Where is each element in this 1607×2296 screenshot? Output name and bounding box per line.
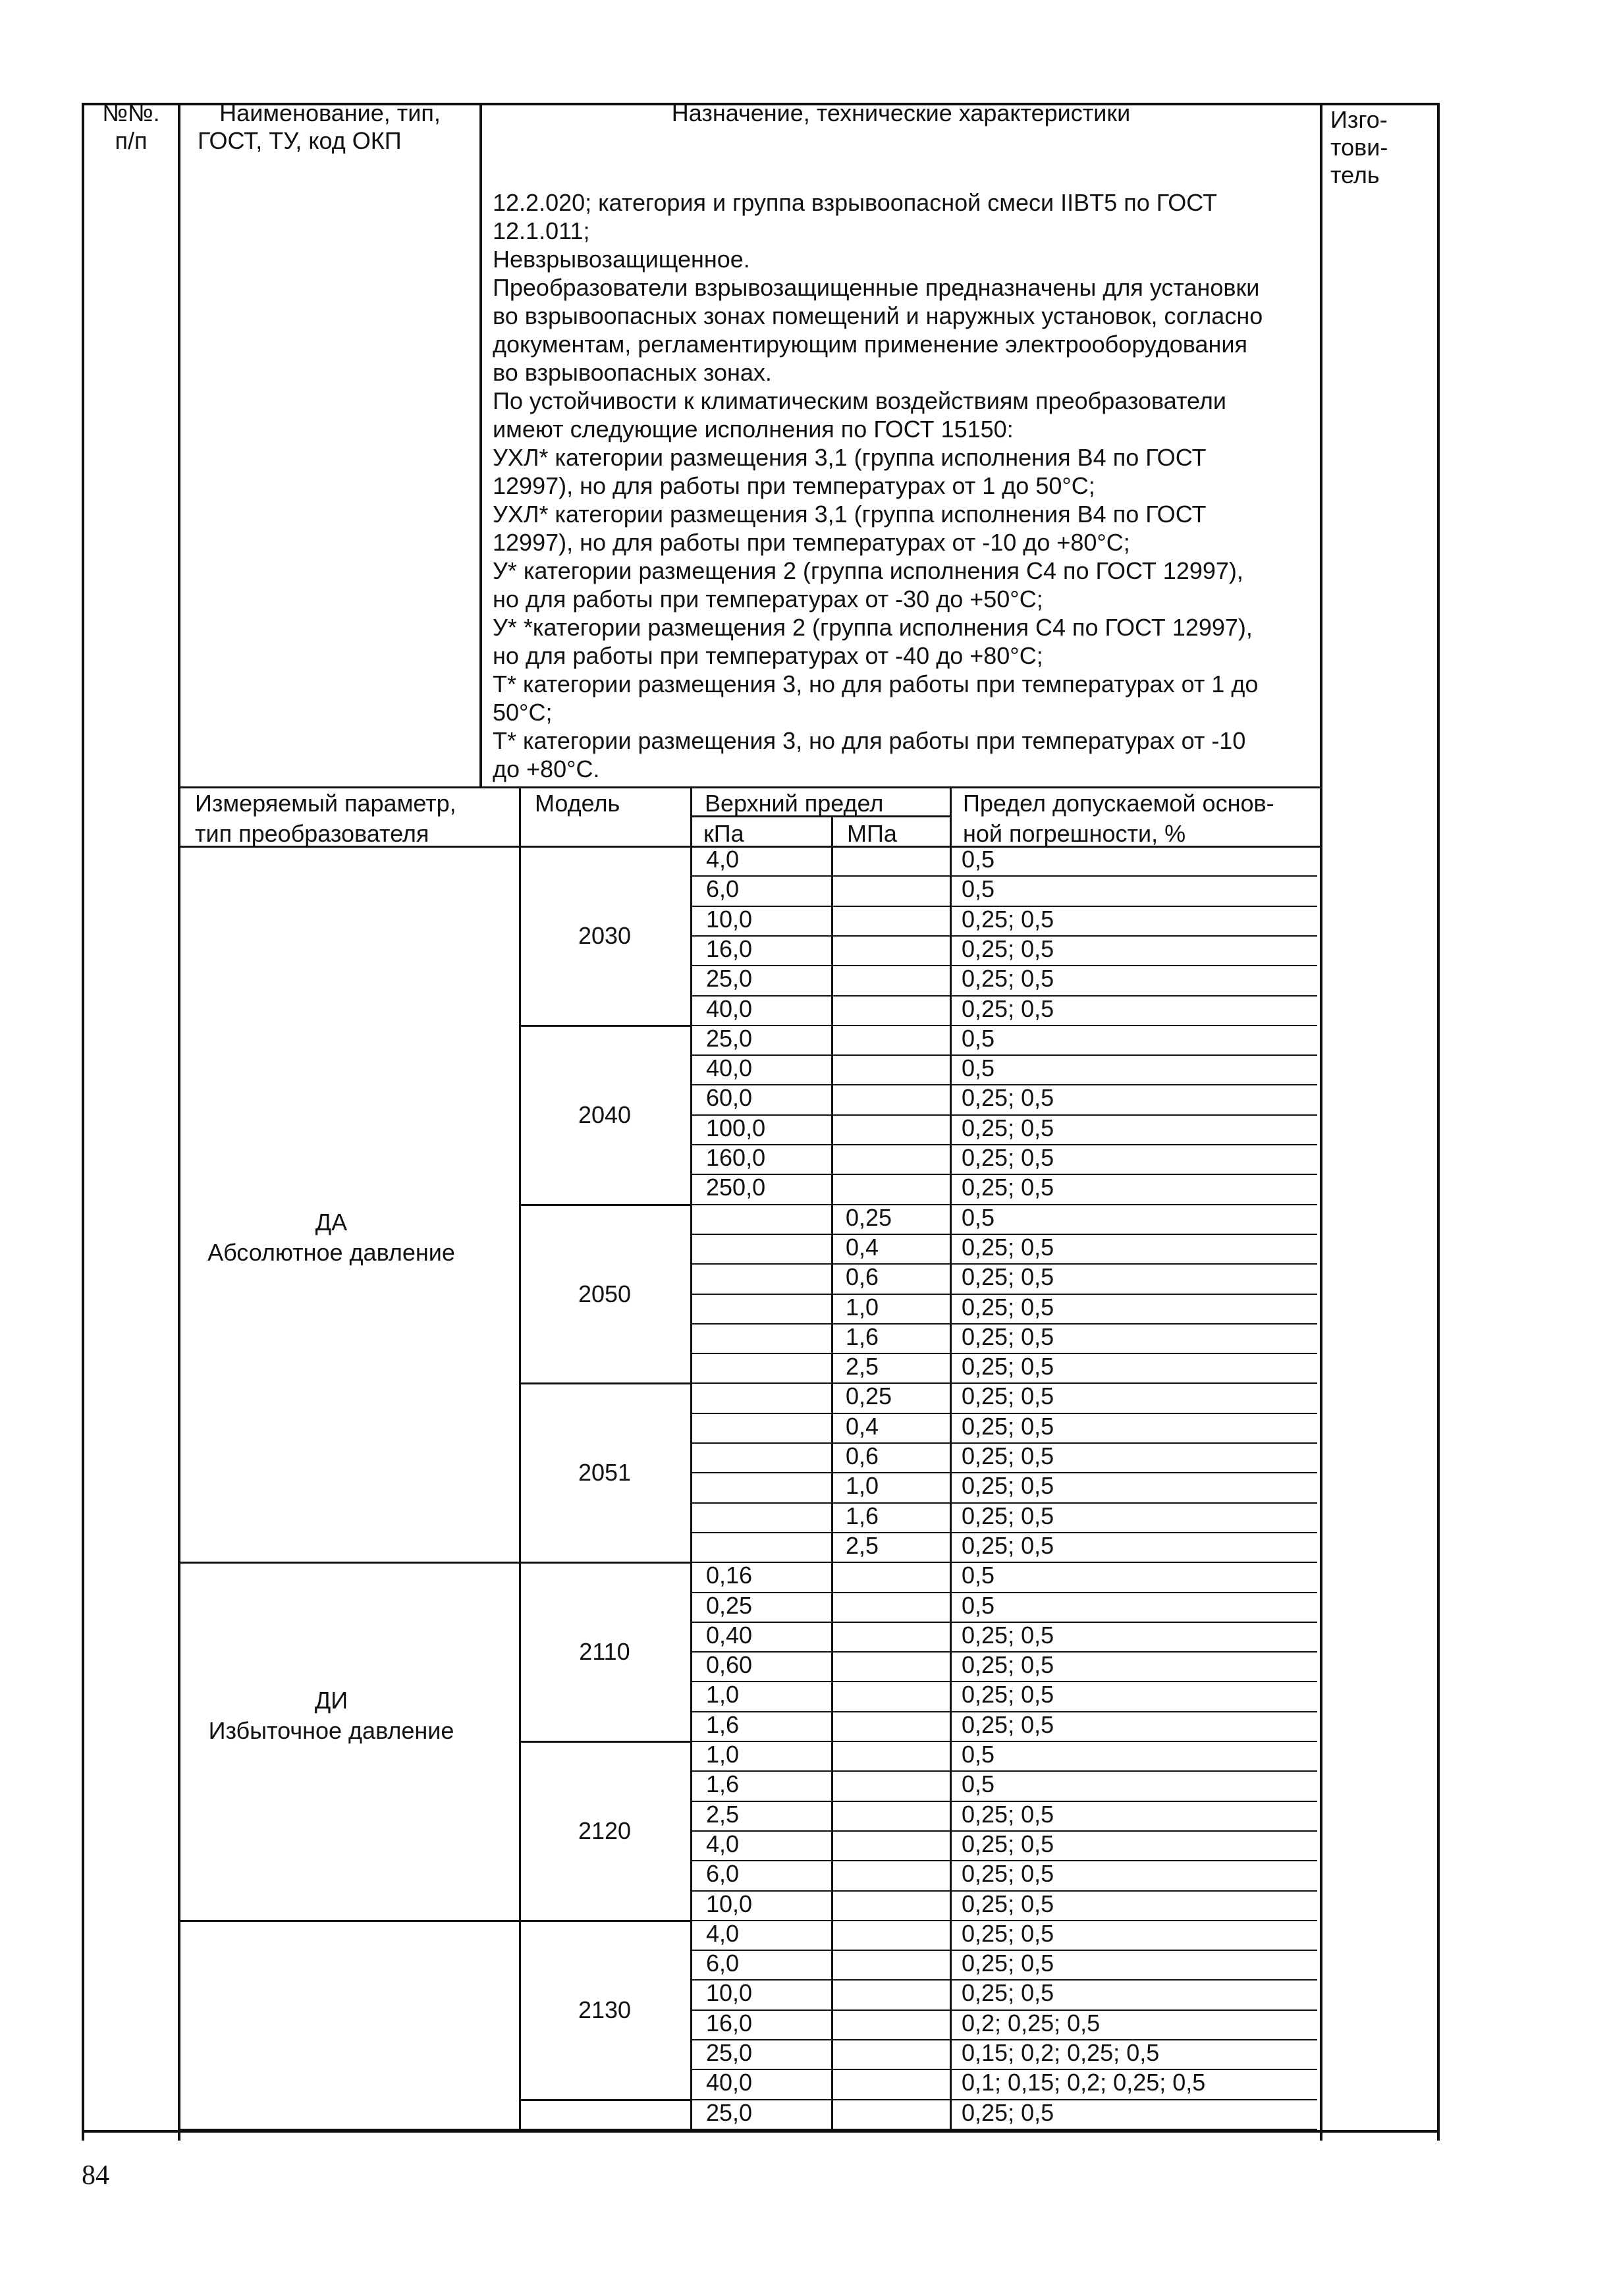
frame-bottom-line: [82, 2130, 1440, 2133]
kpa-value: 1,0: [706, 1681, 740, 1708]
description-line: Т* категории размещения 3, но для работы при температурах от -10: [493, 727, 1246, 754]
error-value: 0,25; 0,5: [962, 1442, 1054, 1469]
row-line: [690, 1054, 1317, 1056]
kpa-value: 4,0: [706, 1830, 740, 1857]
error-header-line2: ной погрешности, %: [963, 820, 1186, 847]
header-maker-line2: тови-: [1330, 134, 1388, 161]
error-value: 0,5: [962, 1203, 995, 1231]
description-line: 12.1.011;: [493, 217, 590, 244]
error-value: 0,25; 0,5: [962, 2098, 1054, 2126]
mpa-value: 0,25: [846, 1382, 892, 1410]
error-value: 0,25; 0,5: [962, 1293, 1054, 1321]
mpa-value: 0,6: [846, 1442, 879, 1469]
error-value: 0,25; 0,5: [962, 1412, 1054, 1440]
group-di-name: Избыточное давление: [208, 1717, 454, 1744]
error-value: 0,25; 0,5: [962, 1323, 1054, 1350]
error-value: 0,25; 0,5: [962, 1353, 1054, 1380]
kpa-value: 10,0: [706, 905, 753, 933]
description-line: 50°С;: [493, 699, 553, 726]
error-value: 0,25; 0,5: [962, 1860, 1054, 1888]
description-line: но для работы при температурах от -40 до +80°С;: [493, 642, 1043, 669]
mpa-value: 2,5: [846, 1531, 879, 1559]
error-value: 0,25; 0,5: [962, 935, 1054, 962]
page-number: 84: [82, 2160, 109, 2191]
model-value: 2130: [578, 1996, 632, 2023]
error-value: 0,5: [962, 846, 995, 873]
header-maker-line3: тель: [1330, 161, 1380, 188]
kpa-col-line: [690, 786, 692, 2129]
error-value: 0,5: [962, 1054, 995, 1082]
description-line: Преобразователи взрывозащищенные предназначены для установки: [493, 274, 1260, 301]
kpa-value: 1,6: [706, 1710, 740, 1738]
kpa-value: 250,0: [706, 1174, 766, 1201]
model-block-line: [519, 1741, 690, 1743]
description-line: У* категории размещения 2 (группа исполнения С4 по ГОСТ 12997),: [493, 557, 1243, 584]
kpa-value: 40,0: [706, 1054, 753, 1082]
error-value: 0,25; 0,5: [962, 1144, 1054, 1171]
kpa-value: 25,0: [706, 1024, 753, 1052]
model-value: 2051: [578, 1459, 632, 1487]
error-value: 0,25; 0,5: [962, 905, 1054, 933]
col-name-divider: [479, 103, 482, 788]
description-line: 12997), но для работы при температурах от -10 до +80°С;: [493, 529, 1130, 556]
param-header-line1: Измеряемый параметр,: [195, 790, 456, 817]
col-maker-divider: [1320, 103, 1322, 2141]
description-line: 12.2.020; категория и группа взрывоопасной смеси IIBT5 по ГОСТ: [493, 189, 1217, 216]
description-line: УХЛ* категории размещения 3,1 (группа исполнения В4 по ГОСТ: [493, 444, 1207, 471]
description-line: По устойчивости к климатическим воздействиям преобразователи: [493, 387, 1226, 414]
model-header: Модель: [535, 790, 620, 817]
kpa-value: 160,0: [706, 1144, 766, 1171]
error-value: 0,25; 0,5: [962, 1233, 1054, 1261]
row-line: [690, 1025, 1317, 1026]
group-block-line: [180, 1920, 519, 1922]
error-value: 0,25; 0,5: [962, 1800, 1054, 1828]
mpa-value: 1,0: [846, 1293, 879, 1321]
error-value: 0,2; 0,25; 0,5: [962, 2009, 1101, 2036]
error-value: 0,25; 0,5: [962, 1979, 1054, 2007]
mpa-value: 0,25: [846, 1203, 892, 1231]
kpa-value: 4,0: [706, 846, 740, 873]
kpa-value: 2,5: [706, 1800, 740, 1828]
kpa-value: 40,0: [706, 2069, 753, 2096]
upper-limit-header: Верхний предел: [705, 790, 884, 817]
error-value: 0,5: [962, 1562, 995, 1589]
description-line: во взрывоопасных зонах.: [493, 359, 772, 386]
model-value: 2050: [578, 1280, 632, 1307]
mpa-value: 1,0: [846, 1472, 879, 1500]
col-num-divider: [178, 103, 180, 2141]
error-value: 0,25; 0,5: [962, 1472, 1054, 1500]
model-value: 2030: [578, 921, 632, 949]
description-line: Т* категории размещения 3, но для работы при температурах от 1 до: [493, 670, 1259, 697]
err-col-line: [950, 786, 952, 2129]
kpa-value: 1,6: [706, 1770, 740, 1798]
kpa-value: 25,0: [706, 965, 753, 993]
error-value: 0,5: [962, 1770, 995, 1798]
kpa-value: 10,0: [706, 1979, 753, 2007]
error-value: 0,25; 0,5: [962, 995, 1054, 1022]
group-da-code: ДА: [315, 1209, 348, 1236]
table-top-line: [180, 786, 1320, 788]
error-value: 0,25; 0,5: [962, 1531, 1054, 1559]
kpa-value: 0,60: [706, 1651, 753, 1679]
error-value: 0,25; 0,5: [962, 1681, 1054, 1708]
group-da-name: Абсолютное давление: [207, 1239, 455, 1266]
mpa-header: МПа: [847, 820, 897, 847]
mpa-value: 2,5: [846, 1353, 879, 1380]
description-line: во взрывоопасных зонах помещений и наружных установок, согласно: [493, 302, 1263, 329]
mpa-value: 0,4: [846, 1233, 879, 1261]
error-value: 0,25; 0,5: [962, 1710, 1054, 1738]
frame-left-line: [82, 103, 84, 2141]
kpa-value: 6,0: [706, 1860, 740, 1888]
row-line: [690, 1562, 1317, 1563]
header-name-line2: ГОСТ, ТУ, код ОКП: [198, 127, 402, 154]
header-name-line1: Наименование, тип,: [219, 99, 441, 126]
kpa-value: 1,0: [706, 1741, 740, 1768]
model-block-line: [519, 1562, 690, 1564]
error-value: 0,25; 0,5: [962, 1651, 1054, 1679]
model-block-line: [519, 1204, 690, 1206]
description-line: до +80°С.: [493, 755, 600, 782]
model-block-line: [519, 1920, 690, 1922]
header-purpose: Назначение, технические характеристики: [671, 99, 1131, 126]
error-value: 0,1; 0,15; 0,2; 0,25; 0,5: [962, 2069, 1206, 2096]
error-value: 0,5: [962, 1741, 995, 1768]
model-block-line: [519, 1382, 690, 1384]
kpa-value: 6,0: [706, 875, 740, 903]
error-value: 0,25; 0,5: [962, 1950, 1054, 1977]
row-line: [690, 1592, 1317, 1593]
error-value: 0,25; 0,5: [962, 1114, 1054, 1141]
description-line: Невзрывозащищенное.: [493, 246, 750, 273]
mpa-value: 1,6: [846, 1502, 879, 1529]
row-line: [690, 1204, 1317, 1205]
header-num-line2: п/п: [115, 127, 148, 154]
kpa-value: 6,0: [706, 1950, 740, 1977]
frame-right-line: [1437, 103, 1440, 2141]
kpa-value: 100,0: [706, 1114, 766, 1141]
kpa-value: 16,0: [706, 935, 753, 962]
model-value: 2040: [578, 1101, 632, 1128]
error-value: 0,25; 0,5: [962, 1263, 1054, 1291]
error-value: 0,15; 0,2; 0,25; 0,5: [962, 2039, 1160, 2066]
kpa-header: кПа: [703, 820, 744, 847]
row-line: [690, 1770, 1317, 1772]
kpa-value: 25,0: [706, 2039, 753, 2066]
model-value: 2120: [578, 1817, 632, 1844]
error-value: 0,5: [962, 875, 995, 903]
kpa-value: 4,0: [706, 1919, 740, 1947]
error-value: 0,25; 0,5: [962, 1919, 1054, 1947]
kpa-value: 16,0: [706, 2009, 753, 2036]
row-line: [690, 875, 1317, 877]
kpa-value: 25,0: [706, 2098, 753, 2126]
model-value: 2110: [579, 1638, 630, 1666]
error-header-line1: Предел допускаемой основ-: [963, 790, 1274, 817]
description-line: документам, регламентирующим применение электрооборудования: [493, 331, 1247, 358]
error-value: 0,25; 0,5: [962, 1084, 1054, 1112]
error-value: 0,5: [962, 1024, 995, 1052]
error-value: 0,25; 0,5: [962, 1502, 1054, 1529]
group-di-code: ДИ: [314, 1687, 348, 1714]
kpa-value: 40,0: [706, 995, 753, 1022]
header-num-line1: №№.: [102, 99, 160, 126]
model-block-line: [519, 2099, 690, 2101]
group-block-line: [180, 1562, 519, 1564]
description-line: имеют следующие исполнения по ГОСТ 15150:: [493, 416, 1014, 443]
error-value: 0,25; 0,5: [962, 1621, 1054, 1649]
mpa-value: 0,4: [846, 1412, 879, 1440]
description-line: УХЛ* категории размещения 3,1 (группа исполнения В4 по ГОСТ: [493, 501, 1207, 528]
error-value: 0,25; 0,5: [962, 1830, 1054, 1857]
mpa-value: 0,6: [846, 1263, 879, 1291]
row-line: [690, 1741, 1317, 1742]
kpa-value: 60,0: [706, 1084, 753, 1112]
error-value: 0,5: [962, 1591, 995, 1619]
header-maker-line1: Изго-: [1330, 106, 1388, 133]
kpa-value: 0,25: [706, 1591, 753, 1619]
error-value: 0,25; 0,5: [962, 1174, 1054, 1201]
kpa-value: 10,0: [706, 1890, 753, 1917]
error-value: 0,25; 0,5: [962, 1382, 1054, 1410]
description-line: 12997), но для работы при температурах от 1 до 50°С;: [493, 472, 1095, 499]
kpa-value: 0,40: [706, 1621, 753, 1649]
error-value: 0,25; 0,5: [962, 1890, 1054, 1917]
param-header-line2: тип преобразователя: [195, 820, 429, 847]
description-line: но для работы при температурах от -30 до +50°С;: [493, 586, 1043, 613]
description-line: У* *категории размещения 2 (группа исполнения С4 по ГОСТ 12997),: [493, 614, 1253, 641]
mpa-value: 1,6: [846, 1323, 879, 1350]
kpa-value: 0,16: [706, 1562, 753, 1589]
model-block-line: [519, 1025, 690, 1027]
error-value: 0,25; 0,5: [962, 965, 1054, 993]
